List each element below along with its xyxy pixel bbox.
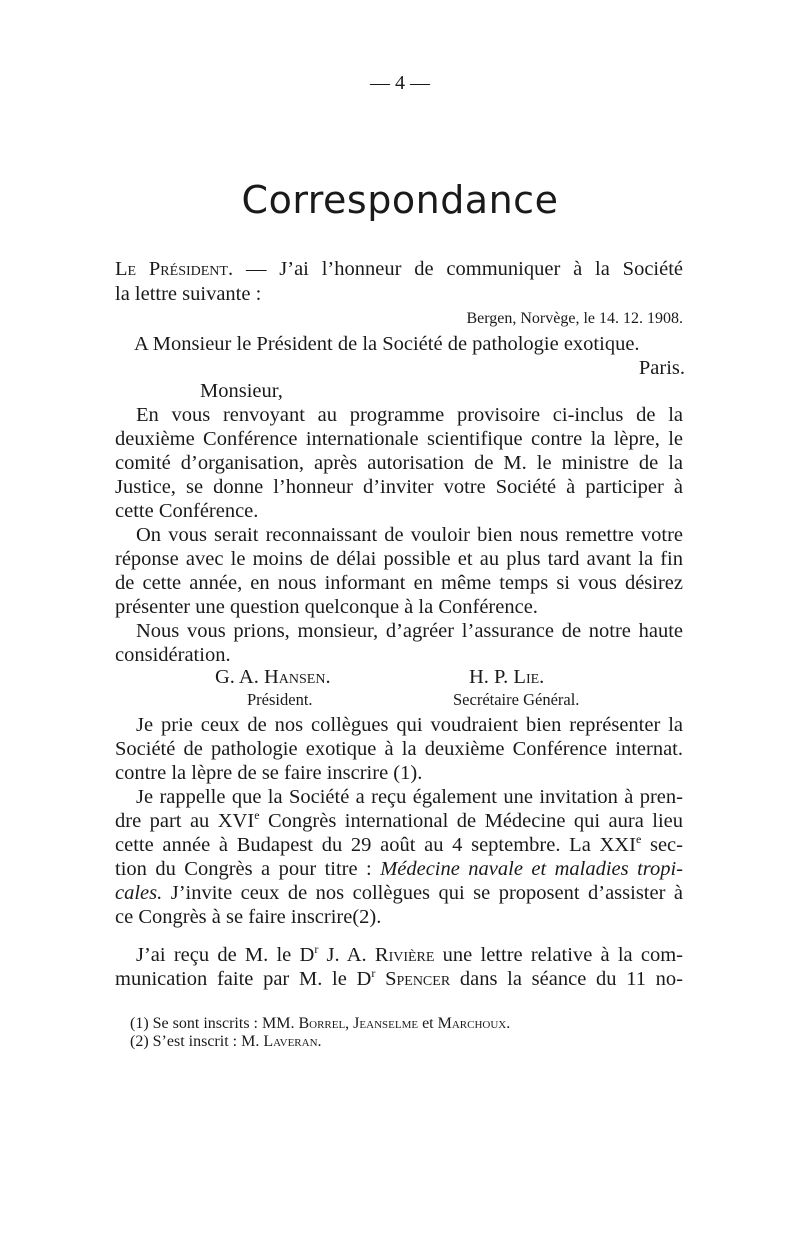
p3-line: considération. — [115, 644, 231, 666]
letter-salutation: Monsieur, — [200, 380, 283, 402]
p2-line: de cette année, en nous informant en même temps si vous désirez — [115, 572, 683, 594]
p6-line: J’ai reçu de M. le $D^r$ J. A. Rivière une lettre relative à la com- — [136, 942, 683, 966]
p4-line: contre la lèpre de se faire inscrire (1). — [115, 762, 423, 784]
p6-line: munication faite par M. le $D^r$ Spencer dans la séance du 11 no- — [115, 966, 684, 990]
p2-line: On vous serait reconnaissant de vouloir bien nous remettre votre — [136, 524, 683, 546]
p4-line: Société de pathologie exotique à la deuxième Conférence internat. — [115, 738, 683, 760]
page-title: Correspondance — [241, 178, 559, 222]
p5-line: tion du Congrès a pour titre : Médecine navale et maladies tropi- — [115, 858, 684, 880]
p5-line: cette année à Budapest du 29 août au 4 septembre. La XXIe sec- — [115, 832, 683, 856]
intro-line-1 — [115, 258, 683, 281]
section-title-italic: Médecine navale et maladies tropi- — [380, 858, 684, 880]
signature-name: G. A. Hansen. — [215, 666, 331, 688]
signature-role: Secrétaire Général. — [453, 690, 580, 709]
intro-line-1-text: — J’ai l’honneur de communiquer à la Société — [233, 258, 684, 280]
intro-line-2: la lettre suivante : — [115, 283, 262, 305]
p1-line: Justice, se donne l’honneur d’inviter votre Société à participer à — [115, 476, 683, 498]
signature-name: H. P. Lie. — [469, 666, 545, 688]
p3-line: Nous vous prions, monsieur, d’agréer l’assurance de notre haute — [136, 620, 683, 642]
p1-line: comité d’organisation, après autorisation de M. le ministre de la — [115, 452, 683, 474]
p1-line: En vous renvoyant au programme provisoire ci-inclus de la — [136, 404, 683, 426]
letter-addressee: A Monsieur le Président de la Société de pathologie exotique. — [134, 333, 640, 355]
p5-line: ce Congrès à se faire inscrire(2). — [115, 906, 382, 928]
p5-line: cales. J’invite ceux de nos collègues qui se proposent d’assister à — [115, 882, 683, 904]
p5-line: Je rappelle que la Société a reçu également une invitation à pren- — [136, 786, 683, 808]
p2-line: réponse avec le moins de délai possible et au plus tard avant la fin — [115, 548, 683, 570]
page-number: — 4 — — [370, 72, 430, 94]
speaker-label: Le Président. — [115, 258, 234, 280]
p1-line: deuxième Conférence internationale scientifique contre la lèpre, le — [115, 428, 683, 450]
p4-line: Je prie ceux de nos collègues qui voudraient bien représenter la — [136, 714, 683, 736]
footnote: (1) Se sont inscrits : MM. Borrel, Jeanselme et Marchoux. — [130, 1015, 511, 1032]
p5-line: dre part au XVIe Congrès international de Médecine qui aura lieu — [115, 808, 683, 832]
signature-role: Président. — [247, 690, 313, 709]
p1-line: cette Conférence. — [115, 500, 259, 522]
letter-place-date: Bergen, Norvège, le 14. 12. 1908. — [466, 310, 683, 327]
letter-city: Paris. — [638, 357, 685, 379]
footnote: (2) S’est inscrit : M. Laveran. — [130, 1033, 322, 1050]
p2-line: présenter une question quelconque à la Conférence. — [115, 596, 538, 618]
